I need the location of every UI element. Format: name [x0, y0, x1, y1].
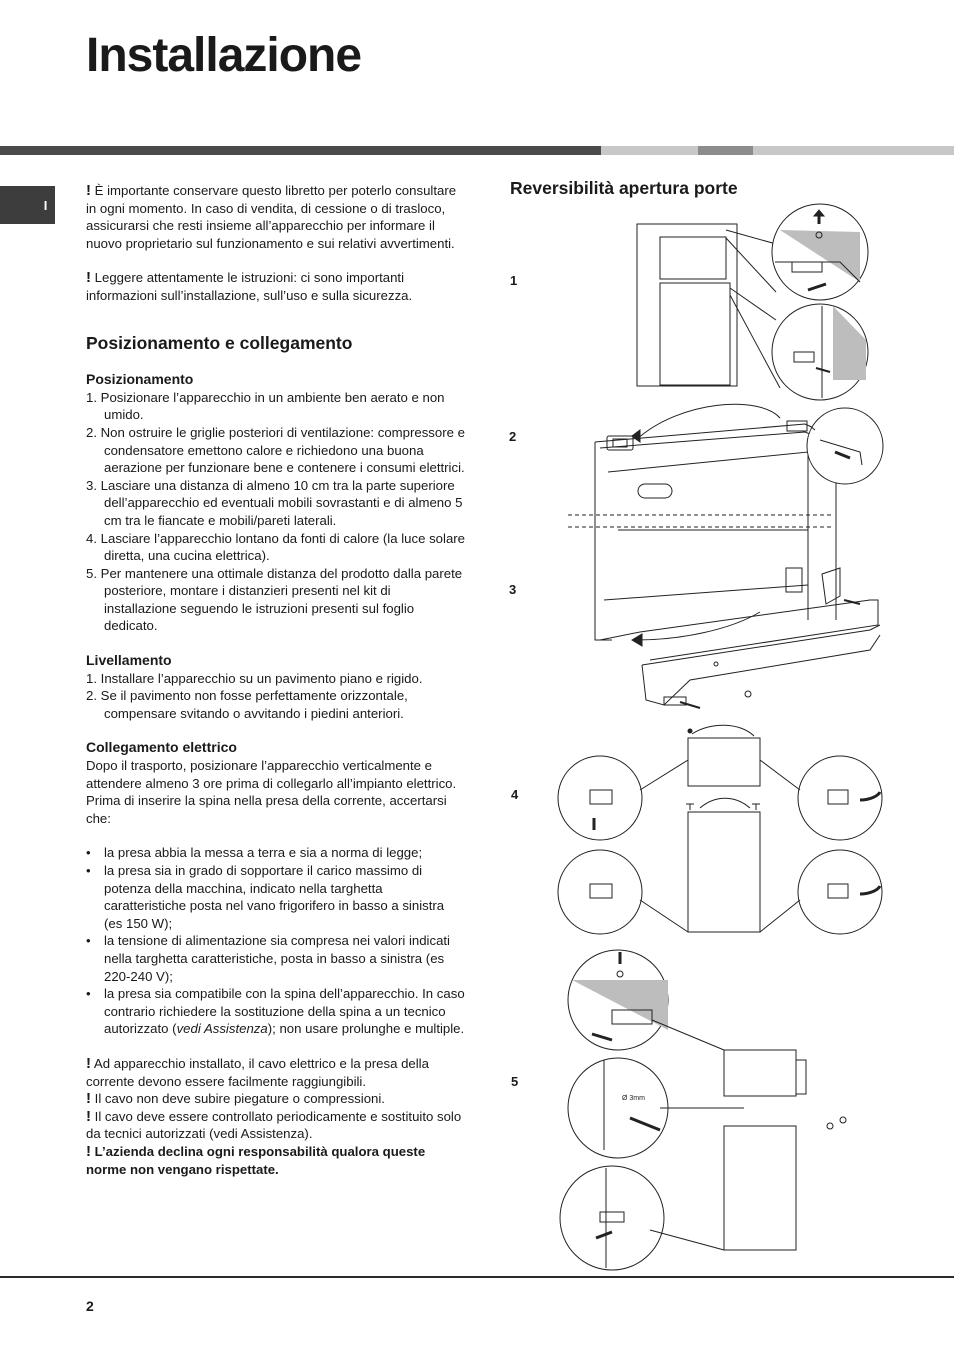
- left-column: [86, 182, 466, 1178]
- subheading-electrical: Collegamento elettrico: [86, 739, 237, 756]
- subheading-leveling: Livellamento: [86, 652, 172, 669]
- electrical-intro: Dopo il trasporto, posizionare l’apparecchio verticalmente e attendere almeno 3 ore prima di collegarlo all’impianto elettrico. Prima di inserire la spina nella presa della corrente, accertarsi che:: [86, 758, 457, 826]
- list-item: 2. Se il pavimento non fosse perfettamente orizzontale, compensare svitando o avvitando i piedini anteriori.: [86, 688, 408, 721]
- language-tab: I: [0, 186, 55, 224]
- list-item: 3. Lasciare una distanza di almeno 10 cm tra la parte superiore dell’apparecchio ed eventuali mobili sovrastanti e di almeno 5 cm tra le fiancate e mobili/pareti laterali.: [86, 477, 463, 528]
- page-title: Installazione: [86, 29, 362, 82]
- dimension-label: Ø 3mm: [622, 1095, 645, 1102]
- header-band-light-2: [753, 146, 954, 155]
- header-band-light-1: [601, 146, 698, 155]
- positioning-list: [86, 389, 466, 635]
- list-item: • la presa abbia la messa a terra e sia a norma di legge;: [86, 844, 466, 862]
- list-item: 4. Lasciare l’apparecchio lontano da fonti di calore (la luce solare diretta, una cucina elettrica).: [86, 530, 465, 564]
- section-heading-door-reversal: Reversibilità apertura porte: [510, 178, 738, 198]
- list-item: 1. Posizionare l’apparecchio in un ambiente ben aerato e non umido.: [86, 389, 445, 423]
- leveling-list: [86, 670, 466, 723]
- list-item: • la presa sia compatibile con la spina dell’apparecchio. In caso contrario richiedere la sostituzione della spina a un tecnico autorizzato (vedi Assistenza); non usare prolunghe e multiple.: [86, 985, 466, 1038]
- door-reversal-illustration: [505, 200, 954, 1275]
- step-number-2: 2: [509, 429, 517, 444]
- warning-1: ! Ad apparecchio installato, il cavo elettrico e la presa della corrente devono essere facilmente raggiungibili.: [86, 1054, 429, 1089]
- step2-3-drawing: [568, 404, 883, 708]
- step-number-3: 3: [509, 582, 517, 597]
- subheading-positioning: Posizionamento: [86, 371, 194, 388]
- electrical-checklist: [86, 844, 466, 1038]
- step1-drawing: [637, 204, 868, 400]
- header-band-dark: [0, 146, 601, 155]
- intro-paragraph-2: ! Leggere attentamente le istruzioni: ci sono importanti informazioni sull’installazione, sull’uso e sulla sicurezza.: [86, 269, 413, 303]
- step-number-1: 1: [510, 273, 518, 288]
- list-item: 5. Per mantenere una ottimale distanza del prodotto dalla parete posteriore, montare i distanzieri presenti nel kit di installazione seguendo le istruzioni presenti sul foglio dedicato.: [86, 565, 463, 634]
- step-number-4: 4: [511, 787, 519, 802]
- page-number: 2: [86, 1298, 94, 1314]
- warning-2: ! Il cavo non deve subire piegature o compressioni.: [86, 1090, 385, 1108]
- step5-drawing: [560, 950, 846, 1270]
- warning-3: ! Il cavo deve essere controllato periodicamente e sostituito solo da tecnici autorizzati (vedi Assistenza).: [86, 1107, 462, 1142]
- header-band-mid: [698, 146, 753, 155]
- warning-4: ! L’azienda declina ogni responsabilità qualora queste norme non vengano rispettate.: [86, 1142, 426, 1177]
- step-number-5: 5: [511, 1074, 519, 1089]
- list-item: • la presa sia in grado di sopportare il carico massimo di potenza della macchina, indicato nella targhetta caratteristiche posta nel vano frigorifero in basso a sinistra (es 150 W);: [86, 862, 466, 932]
- step4-drawing: [558, 725, 882, 934]
- intro-paragraph-1: ! È importante conservare questo libretto per poterlo consultare in ogni momento. In caso di vendita, di cessione o di trasloco, assicurarsi che resti insieme all’apparecchio per informare il nuovo proprietario sul funzionamento e sui relativi avvertimenti.: [86, 182, 457, 251]
- list-item: 1. Installare l’apparecchio su un pavimento piano e rigido.: [86, 670, 423, 686]
- list-item: 2. Non ostruire le griglie posteriori di ventilazione: compressore e condensatore emettono calore e richiedono una buona aerazione per funzionare bene e contenere i consumi elettrici.: [86, 424, 465, 476]
- list-item: • la tensione di alimentazione sia compresa nei valori indicati nella targhetta caratteristiche, posta in basso a sinistra (es 220-240 V);: [86, 932, 466, 985]
- section-heading-positioning: Posizionamento e collegamento: [86, 332, 353, 353]
- footer-rule: [0, 1276, 954, 1278]
